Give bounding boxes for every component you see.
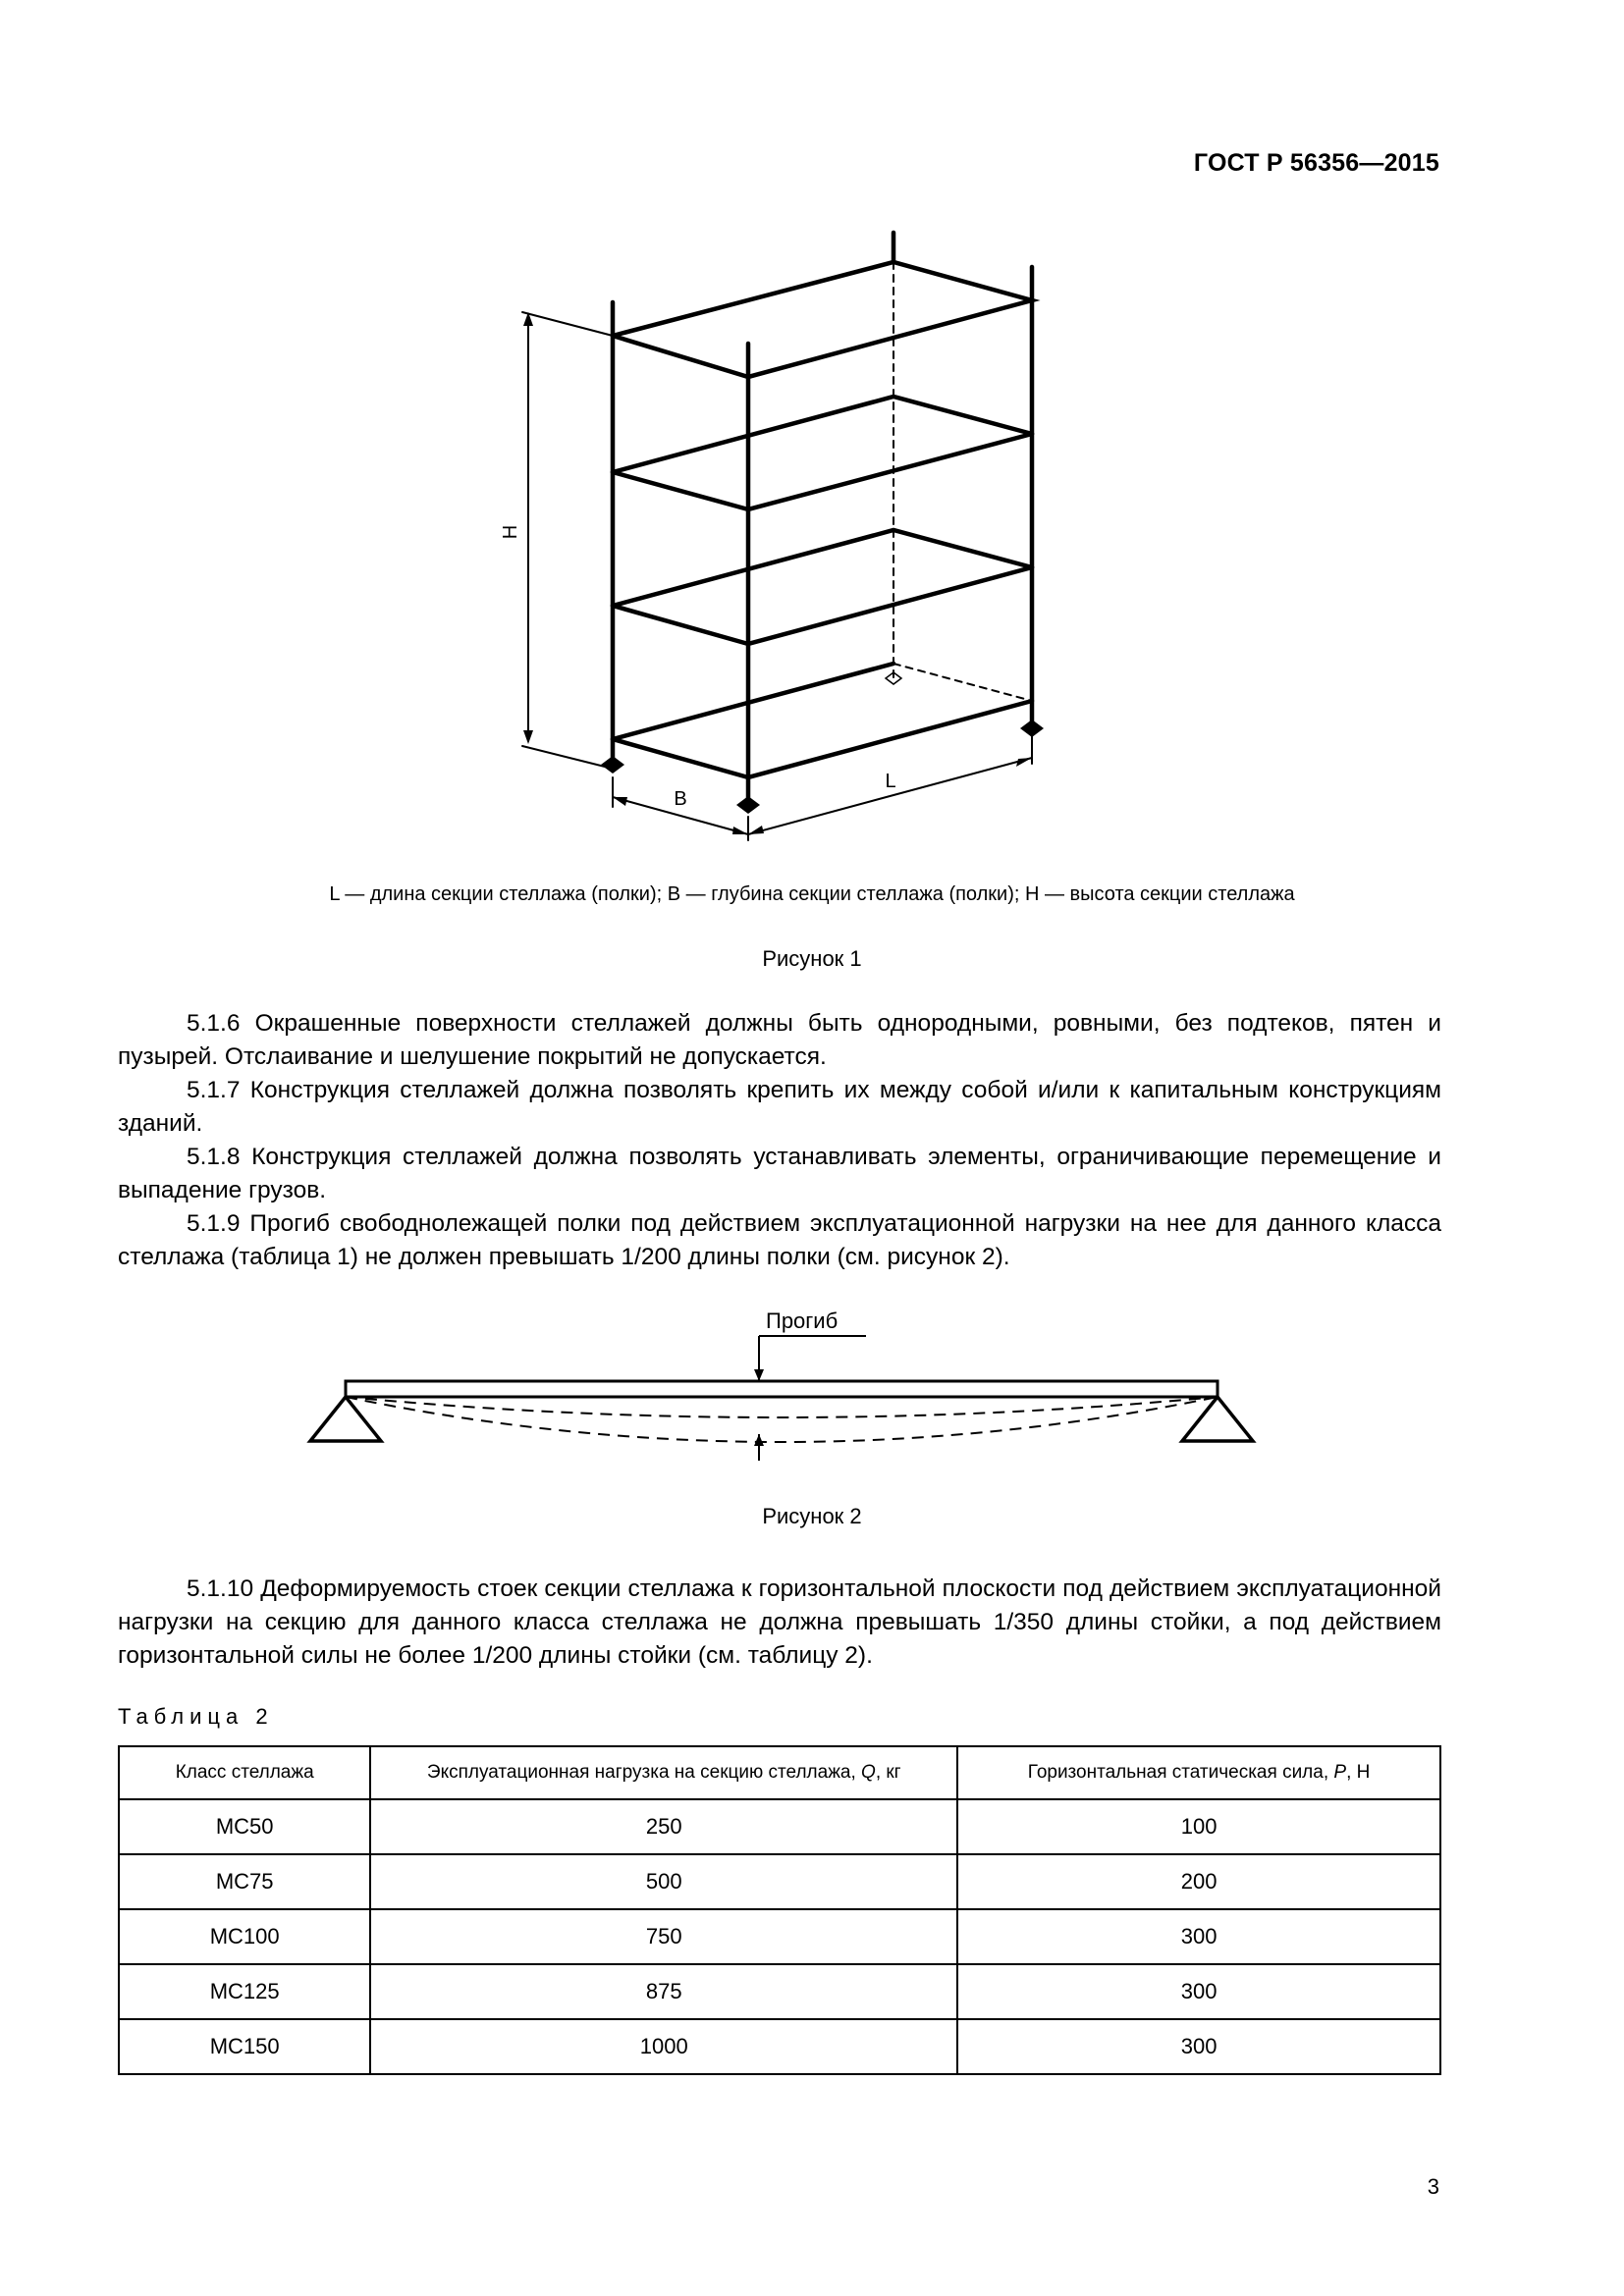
paragraph-5-1-10: 5.1.10 Деформируемость стоек секции стеллажа к горизонтальной плоскости под действием эксплуатационной нагрузки на секцию для данного класса стеллажа не должна превышать 1/350 длины стойки, а под действием горизонтальной силы не более 1/200 длины стойки (см. таблицу 2). (118, 1575, 1441, 1669)
cell-force: 200 (957, 1854, 1440, 1909)
paragraph-5-1-6: 5.1.6 Окрашенные поверхности стеллажей должны быть однородными, ровными, без подтеков, пятен и пузырей. Отслаивание и шелушение покрытий не допускается. (118, 1010, 1441, 1070)
cell-class: МС50 (119, 1799, 370, 1854)
table-row (119, 1799, 1440, 1854)
cell-load: 500 (370, 1854, 957, 1909)
table2 (118, 1745, 1441, 2075)
shelving-section-diagram (491, 226, 1080, 854)
table-header-row (119, 1746, 1440, 1799)
deflection-arrow-bottom (754, 1434, 764, 1446)
table-row (119, 2019, 1440, 2074)
standard-code: ГОСТ Р 56356—2015 (1193, 149, 1439, 177)
header-rack-class: Класс стеллажа (119, 1746, 370, 1799)
shelf-2 (613, 397, 1032, 509)
l-label: L (885, 771, 896, 792)
cell-class: МС75 (119, 1854, 370, 1909)
cell-load: 875 (370, 1964, 957, 2019)
cell-class: МС150 (119, 2019, 370, 2074)
figure1-title: Рисунок 1 (762, 946, 862, 971)
table-row (119, 1964, 1440, 2019)
shelf-beam (346, 1381, 1218, 1397)
header-horizontal-force: Горизонтальная статическая сила, P, Н (957, 1746, 1440, 1799)
deflection-arrow-top (754, 1369, 764, 1381)
table2-label: Таблица 2 (118, 1704, 274, 1729)
h-extension-bottom (522, 746, 613, 769)
b-arrow-right (732, 827, 748, 834)
cell-class: МС100 (119, 1909, 370, 1964)
figure2-title: Рисунок 2 (762, 1504, 862, 1528)
deflection-label: Прогиб (766, 1308, 839, 1333)
cell-load: 250 (370, 1799, 957, 1854)
l-dimension-line (748, 758, 1032, 834)
deflected-shelf-bottom (346, 1397, 1218, 1442)
l-arrow-right (1016, 758, 1032, 767)
cell-load: 750 (370, 1909, 957, 1964)
foot-front-left (601, 756, 624, 774)
h-arrow-bottom (523, 730, 533, 744)
h-label: H (500, 524, 521, 540)
cell-force: 100 (957, 1799, 1440, 1854)
b-label: B (674, 788, 687, 810)
shelf-top (613, 262, 1032, 377)
support-right (1182, 1397, 1253, 1441)
header-operational-load: Эксплуатационная нагрузка на секцию стеллажа, Q, кг (370, 1746, 957, 1799)
deflected-shelf-top (346, 1397, 1218, 1417)
foot-front-right (736, 796, 760, 814)
figure1-caption: L — длина секции стеллажа (полки); B — глубина секции стеллажа (полки); H — высота секции стеллажа (329, 883, 1295, 905)
l-arrow-left (748, 826, 764, 834)
paragraph-5-1-7: 5.1.7 Конструкция стеллажей должна позволять крепить их между собой и/или к капитальным конструкциям зданий. (118, 1077, 1441, 1137)
support-left (310, 1397, 381, 1441)
cell-force: 300 (957, 1909, 1440, 1964)
shelf-3 (613, 530, 1032, 644)
cell-force: 300 (957, 1964, 1440, 2019)
paragraph-5-1-9: 5.1.9 Прогиб свободнолежащей полки под действием эксплуатационной нагрузки на нее для данного класса стеллажа (таблица 1) не должен превышать 1/200 длины полки (см. рисунок 2). (118, 1210, 1441, 1270)
table-row (119, 1854, 1440, 1909)
foot-back-right (1020, 720, 1044, 737)
cell-class: МС125 (119, 1964, 370, 2019)
cell-load: 1000 (370, 2019, 957, 2074)
shelf-deflection-diagram (295, 1301, 1276, 1477)
shelf-bottom (613, 664, 1032, 777)
b-arrow-left (613, 797, 627, 806)
page-number: 3 (1427, 2174, 1439, 2199)
h-extension-top (522, 312, 613, 336)
paragraph-5-1-8: 5.1.8 Конструкция стеллажей должна позволять устанавливать элементы, ограничивающие перемещение и выпадение грузов. (118, 1144, 1441, 1203)
cell-force: 300 (957, 2019, 1440, 2074)
table-row (119, 1909, 1440, 1964)
